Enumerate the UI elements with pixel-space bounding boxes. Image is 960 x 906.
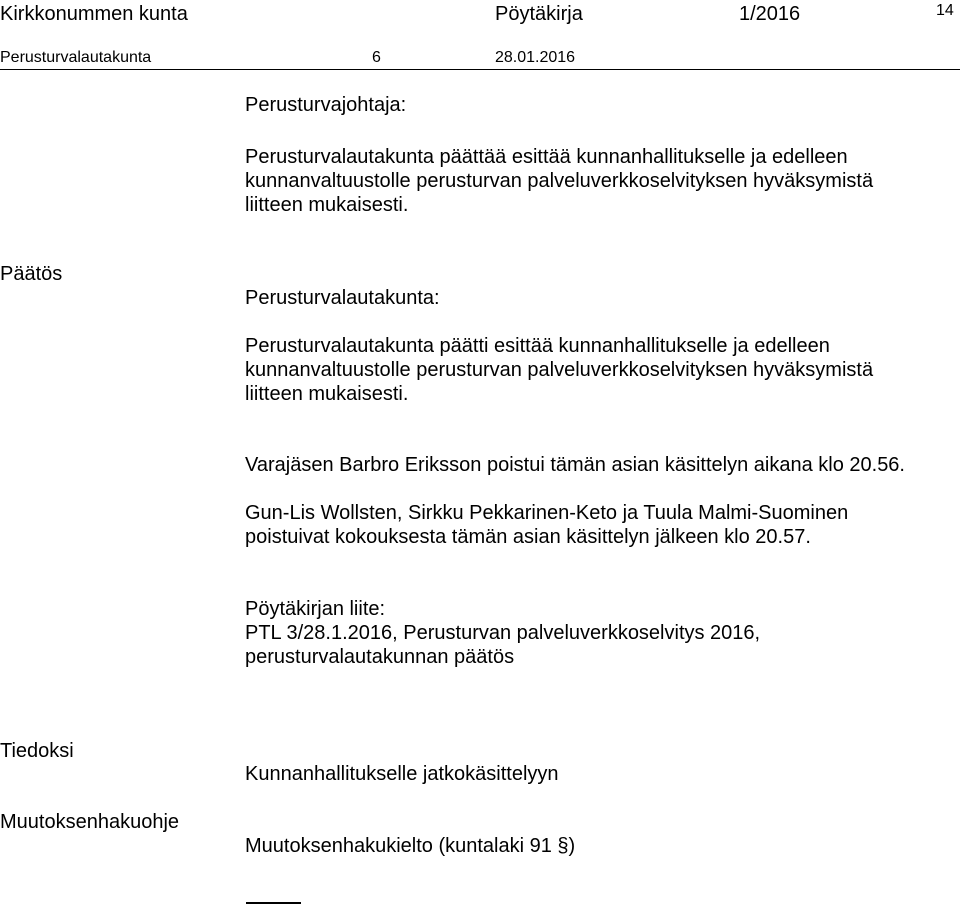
attachment-heading: Pöytäkirjan liite:	[245, 598, 386, 620]
section-number: 6	[372, 49, 381, 66]
decision-line: Perusturvalautakunta päätti esittää kunnanhallitukselle ja edelleen	[245, 335, 830, 357]
committee-name: Perusturvalautakunta	[0, 49, 152, 66]
appeal-label: Muutoksenhakuohje	[0, 811, 180, 833]
note-line: Gun-Lis Wollsten, Sirkku Pekkarinen-Keto ja Tuula Malmi-Suominen	[245, 502, 849, 524]
attachment-line: PTL 3/28.1.2016, Perusturvan palveluverkkoselvitys 2016,	[245, 622, 761, 644]
tiedoksi-label: Tiedoksi	[0, 740, 74, 762]
page-number: 14	[936, 2, 954, 19]
document-number: 1/2016	[739, 3, 801, 25]
proposal-text	[245, 145, 945, 217]
signature-rule	[246, 902, 301, 904]
proposal-line: liitteen mukaisesti.	[245, 194, 409, 216]
proposal-line: Perusturvalautakunta päättää esittää kunnanhallitukselle ja edelleen	[245, 146, 848, 168]
proposal-heading: Perusturvajohtaja:	[245, 94, 407, 116]
municipality-name: Kirkkonummen kunta	[0, 3, 188, 25]
decision-heading: Perusturvalautakunta:	[245, 287, 440, 309]
note-line: poistuivat kokouksesta tämän asian käsittelyn jälkeen klo 20.57.	[245, 526, 811, 548]
proposal-line: kunnanvaltuustolle perusturvan palveluverkkoselvityksen hyväksymistä	[245, 170, 874, 192]
document-type: Pöytäkirja	[495, 3, 583, 25]
decision-label: Päätös	[0, 263, 63, 285]
header-divider	[0, 69, 960, 70]
decision-line: liitteen mukaisesti.	[245, 383, 409, 405]
decision-text	[245, 334, 945, 406]
meeting-date: 28.01.2016	[495, 49, 576, 66]
attachment-line: perusturvalautakunnan päätös	[245, 646, 515, 668]
appeal-value: Muutoksenhakukielto (kuntalaki 91 §)	[245, 835, 576, 857]
tiedoksi-value: Kunnanhallitukselle jatkokäsittelyyn	[245, 763, 559, 785]
decision-line: kunnanvaltuustolle perusturvan palveluverkkoselvityksen hyväksymistä	[245, 359, 874, 381]
attachment-text	[245, 621, 945, 669]
decision-note-2	[245, 501, 945, 549]
decision-note-1: Varajäsen Barbro Eriksson poistui tämän asian käsittelyn aikana klo 20.56.	[245, 454, 905, 476]
